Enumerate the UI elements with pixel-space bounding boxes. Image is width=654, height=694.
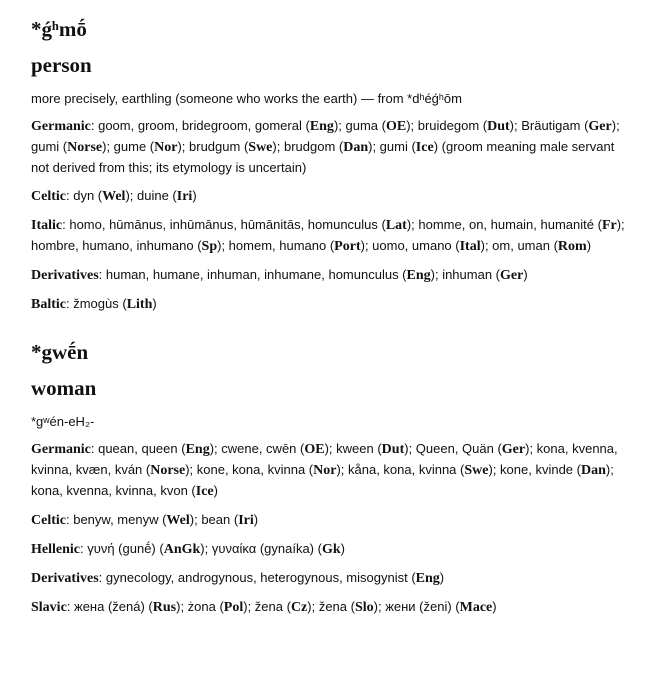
word-list: ) (groom meaning male servant not derived from this; its etymology is uncertain) xyxy=(31,139,615,175)
word-list: ); kona, kvenna, kvinna, kvæn, kván ( xyxy=(31,441,618,477)
language-code: AnGk xyxy=(163,542,201,557)
group-label: Celtic xyxy=(31,189,66,204)
word-list: : γυνή (gunḗ) ( xyxy=(80,541,164,556)
word-list: : goom, groom, bridegroom, gomeral ( xyxy=(90,118,310,133)
language-code: Rus xyxy=(152,600,177,615)
word-list: ); bruidegom ( xyxy=(406,118,488,133)
word-list: ); kåna, kona, kvinna ( xyxy=(336,462,465,477)
language-code: Ital xyxy=(459,239,481,254)
word-list: ); hombre, humano, inhumano ( xyxy=(31,217,625,253)
word-list: ); жени (ženi) ( xyxy=(373,599,460,614)
entry-gloss: person xyxy=(31,53,92,77)
word-list: ); brudgom ( xyxy=(272,139,344,154)
group-label: Germanic xyxy=(31,119,91,134)
language-code: Lith xyxy=(126,297,153,312)
word-list: ); kone, kvinde ( xyxy=(488,462,581,477)
word-list: : жена (žená) ( xyxy=(66,599,153,614)
word-list: ); inhuman ( xyxy=(430,267,501,282)
language-code: Ger xyxy=(501,442,526,457)
entry-root: *ǵʰmṓ xyxy=(31,17,87,41)
word-list: ); uomo, umano ( xyxy=(360,238,460,253)
language-code: OE xyxy=(385,119,407,134)
group-label: Slavic xyxy=(31,600,67,615)
language-code: Slo xyxy=(354,600,374,615)
group-label: Derivatives xyxy=(31,268,99,283)
group-celtic xyxy=(31,186,626,207)
word-list: : quean, queen ( xyxy=(90,441,186,456)
language-code: Iri xyxy=(238,513,254,528)
language-code: Swe xyxy=(464,463,489,478)
language-code: Fr xyxy=(601,218,617,233)
word-list: ); om, uman ( xyxy=(480,238,558,253)
language-code: Eng xyxy=(185,442,210,457)
word-list: ) xyxy=(253,512,259,527)
word-list: : human, humane, inhuman, inhumane, homunculus ( xyxy=(98,267,407,282)
entry-gloss: woman xyxy=(31,376,97,400)
group-derivatives xyxy=(31,265,626,286)
word-list: ); homem, humano ( xyxy=(217,238,335,253)
word-list: ); duine ( xyxy=(125,188,177,203)
word-list: ); guma ( xyxy=(333,118,386,133)
word-list: : žmogùs ( xyxy=(66,296,127,311)
group-slavic xyxy=(31,597,626,618)
language-code: Dut xyxy=(487,119,510,134)
word-list: ) xyxy=(213,483,218,498)
word-list: : gynecology, androgynous, heterogynous, misogynist ( xyxy=(98,570,416,585)
language-code: Ger xyxy=(588,119,612,134)
language-code: Eng xyxy=(406,268,431,283)
entry-woman xyxy=(31,339,626,618)
word-list: ) xyxy=(340,541,345,556)
language-code: Norse xyxy=(67,140,103,155)
word-list: ); Queen, Quän ( xyxy=(404,441,502,456)
word-list: ); gume ( xyxy=(102,139,155,154)
word-list: ); kona, kvenna, kvinna, kvon ( xyxy=(31,462,614,498)
language-code: Rom xyxy=(557,239,587,254)
language-code: Sp xyxy=(201,239,218,254)
language-code: Ger xyxy=(500,268,524,283)
language-code: Ice xyxy=(415,140,434,155)
language-code: Lat xyxy=(385,218,407,233)
group-derivatives xyxy=(31,568,626,589)
language-code: Eng xyxy=(415,571,440,586)
group-baltic xyxy=(31,294,626,315)
language-code: Swe xyxy=(248,140,273,155)
language-code: Eng xyxy=(309,119,334,134)
group-label: Italic xyxy=(31,218,63,233)
word-list: ); žena ( xyxy=(307,599,355,614)
word-list: ); gumi ( xyxy=(368,139,416,154)
language-code: Port xyxy=(334,239,361,254)
word-list: : benyw, menyw ( xyxy=(65,512,167,527)
word-list: ); γυναίκα (gynaíka) ( xyxy=(200,541,322,556)
language-code: Iri xyxy=(176,189,193,204)
word-list: ); kone, kona, kvinna ( xyxy=(185,462,314,477)
word-list: : dyn ( xyxy=(65,188,103,203)
language-code: Dan xyxy=(343,140,369,155)
word-list: ) xyxy=(586,238,592,253)
word-list: ); brudgum ( xyxy=(177,139,249,154)
word-list: ) xyxy=(523,267,528,282)
group-label: Celtic xyxy=(31,513,66,528)
word-list: ); bean ( xyxy=(189,512,239,527)
group-label: Derivatives xyxy=(31,571,99,586)
entry-person xyxy=(31,16,626,315)
word-list: ); żona ( xyxy=(176,599,224,614)
word-list: ); cwene, cwēn ( xyxy=(209,441,305,456)
language-code: Gk xyxy=(321,542,341,557)
entry-note: more precisely, earthling (someone who works the earth) — from *dʰéǵʰōm xyxy=(31,91,462,106)
group-germanic xyxy=(31,116,626,178)
word-list: ) xyxy=(492,599,497,614)
group-italic xyxy=(31,215,626,257)
word-list: ); Bräutigam ( xyxy=(509,118,589,133)
entry-root: *gwḗn xyxy=(31,340,89,364)
language-code: OE xyxy=(304,442,325,457)
language-code: Ice xyxy=(195,484,214,499)
group-germanic xyxy=(31,439,626,502)
language-code: Dut xyxy=(381,442,405,457)
language-code: Nor xyxy=(154,140,178,155)
language-code: Wel xyxy=(102,189,126,204)
word-list: ); kween ( xyxy=(324,441,382,456)
language-code: Dan xyxy=(580,463,606,478)
language-code: Wel xyxy=(166,513,190,528)
word-list: ); gumi ( xyxy=(31,118,620,154)
entry-note: *gʷén-eH₂- xyxy=(31,414,95,429)
language-code: Norse xyxy=(150,463,186,478)
word-list: ); žena ( xyxy=(243,599,291,614)
word-list: ); homme, on, humain, humanité ( xyxy=(406,217,602,232)
language-code: Mace xyxy=(459,600,493,615)
section-spacer xyxy=(31,315,626,339)
language-code: Nor xyxy=(313,463,337,478)
word-list: ) xyxy=(152,296,157,311)
language-code: Pol xyxy=(223,600,244,615)
word-list: ) xyxy=(439,570,445,585)
group-hellenic xyxy=(31,539,626,560)
word-list: ) xyxy=(192,188,197,203)
group-label: Baltic xyxy=(31,297,66,312)
word-list: : homo, hūmānus, inhūmānus, hūmānitās, homunculus ( xyxy=(62,217,386,232)
group-celtic xyxy=(31,510,626,531)
group-label: Hellenic xyxy=(31,542,80,557)
group-label: Germanic xyxy=(31,442,91,457)
language-code: Cz xyxy=(290,600,308,615)
